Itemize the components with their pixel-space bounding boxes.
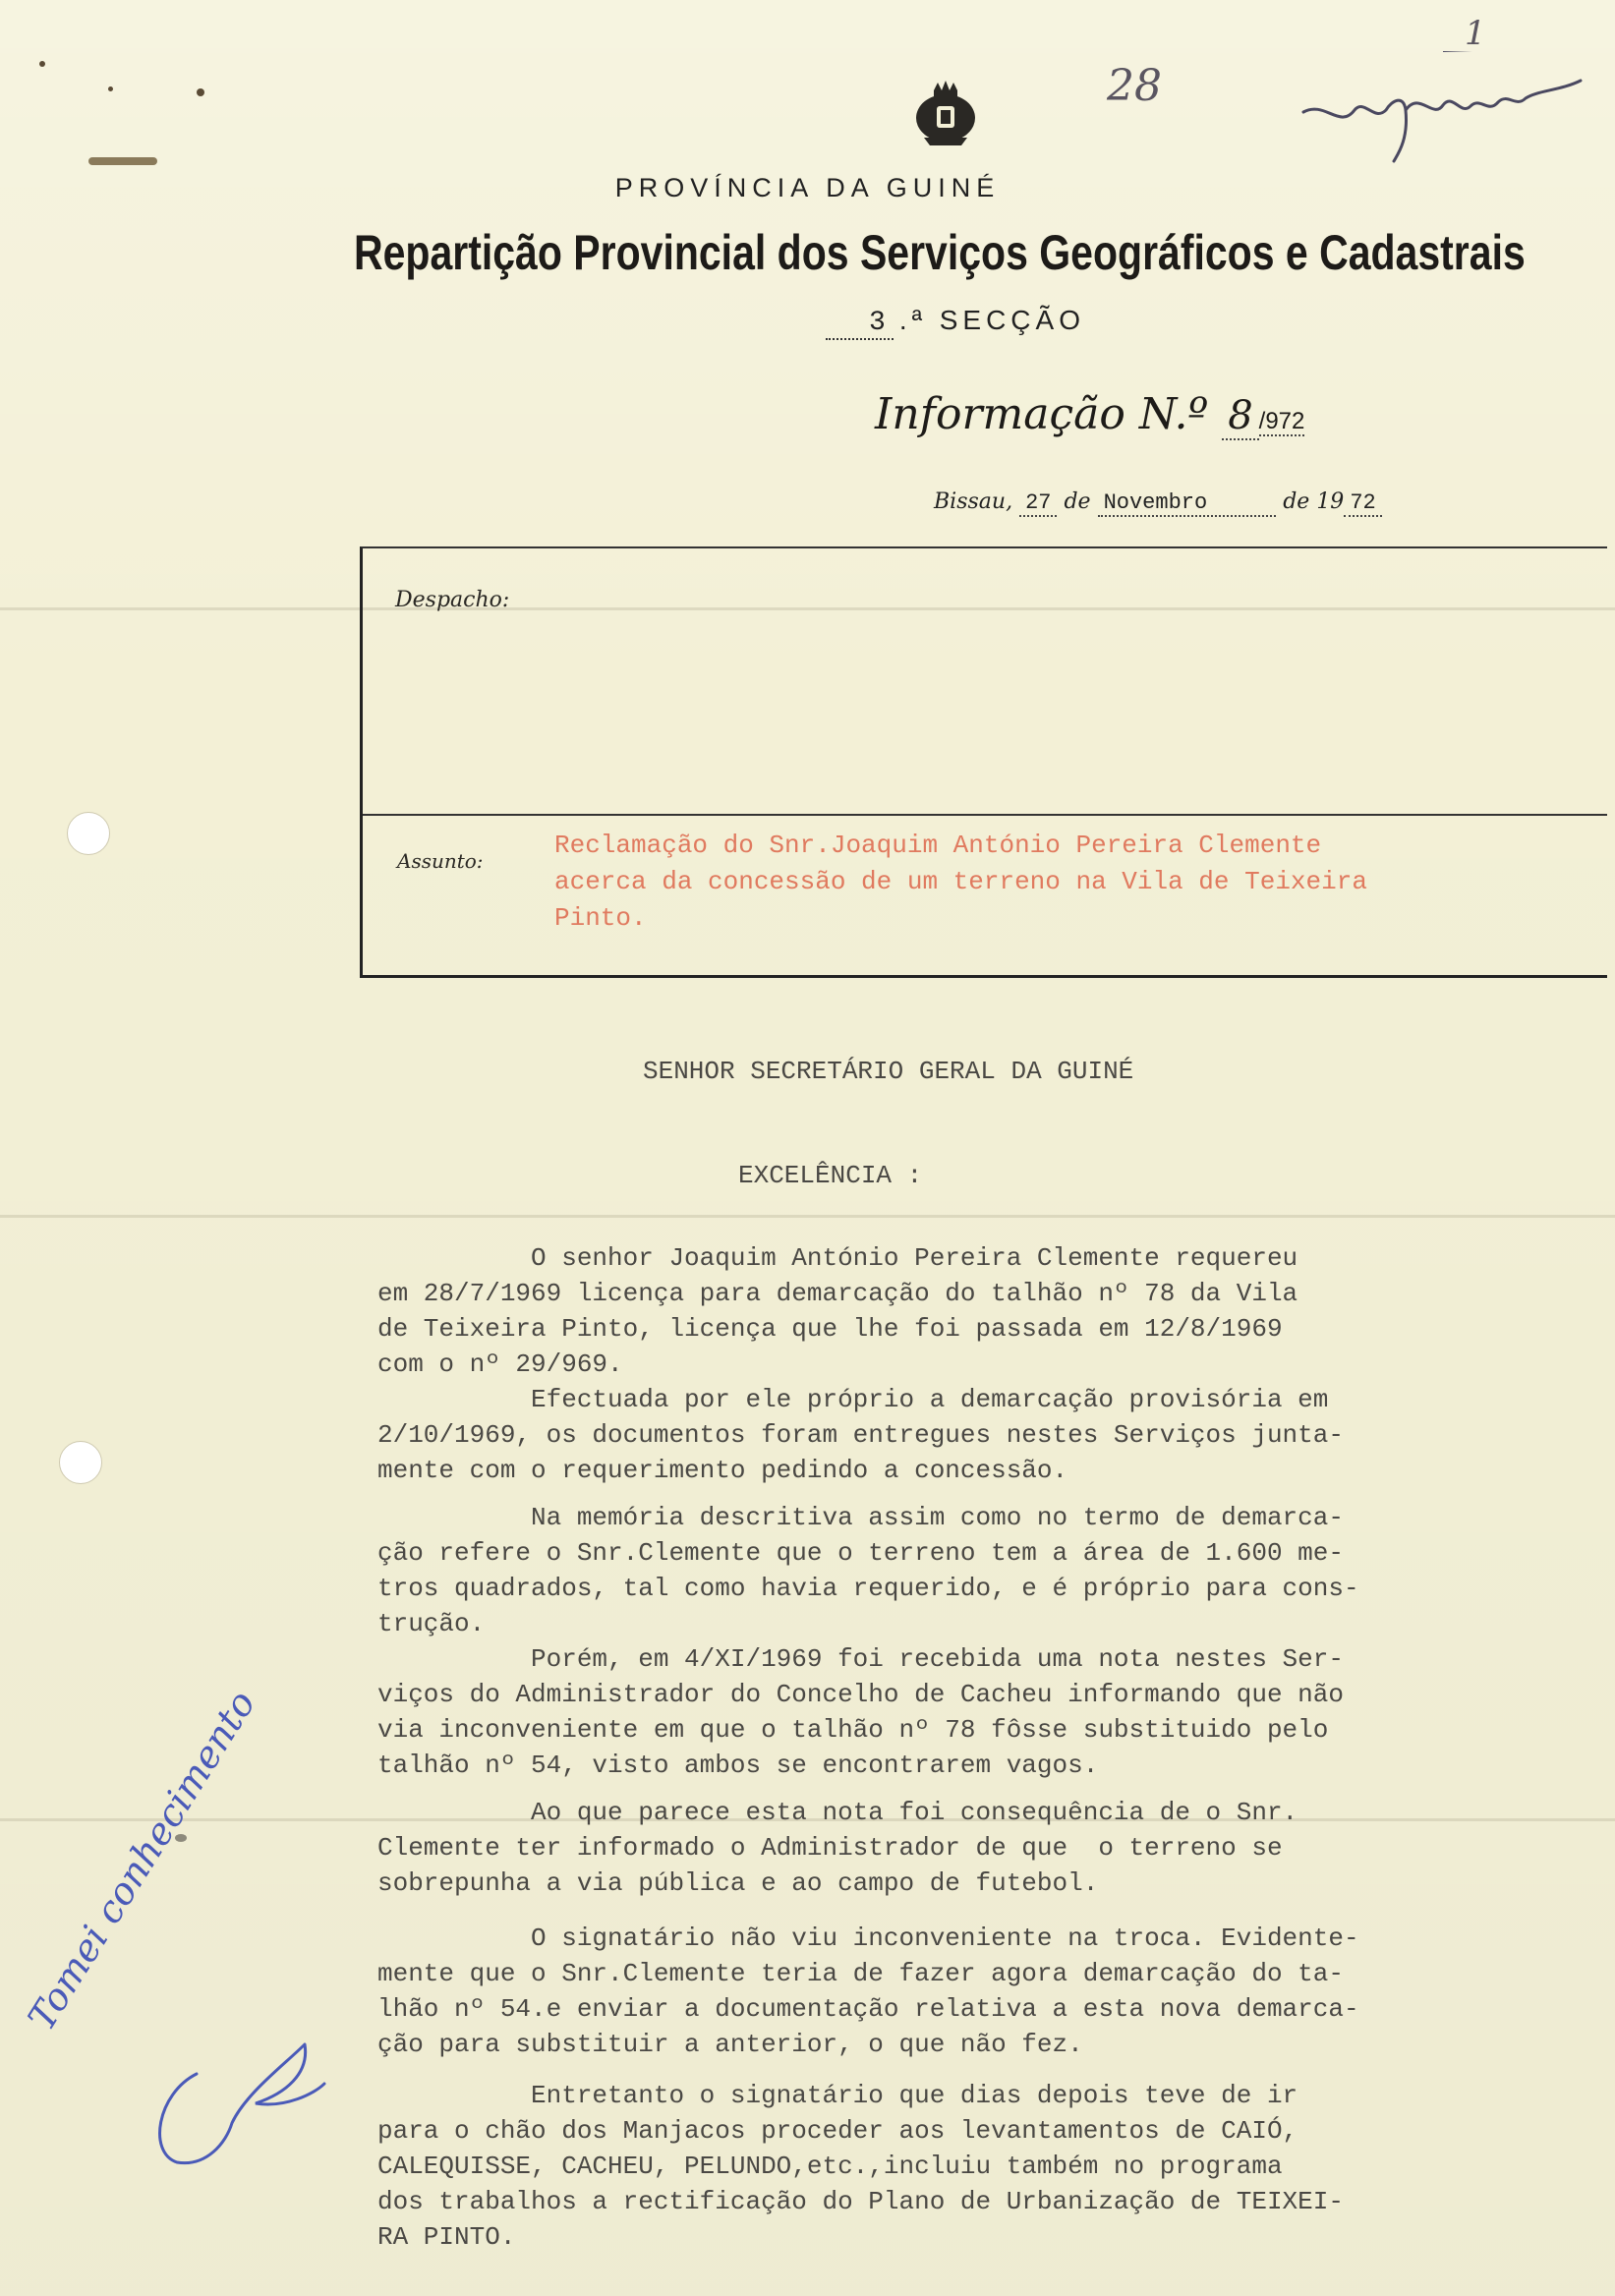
information-title xyxy=(875,389,1304,439)
coat-of-arms-icon xyxy=(910,79,981,149)
handwritten-number: 1 xyxy=(1465,14,1486,53)
handwritten-page-number: 28 xyxy=(1107,61,1162,111)
date-year-prefix: 19 xyxy=(1316,489,1345,514)
section-heading xyxy=(826,305,1085,340)
paper-stain xyxy=(197,88,204,96)
date-year-suffix: 72 xyxy=(1344,490,1381,517)
letter-salutation: EXCELÊNCIA : xyxy=(738,1161,923,1190)
paper-stain xyxy=(108,86,113,91)
paper-stain xyxy=(88,157,157,165)
letter-paragraph: Na memória descritiva assim como no termo de demarca- ção refere o Snr.Clemente que o terreno tem a área de 1.600 me- tros quadrados, tal como havia requerido, e é próprio para cons- trução. Porém, em 4/XI/1969 foi recebida uma nota nestes Ser- viços do Administrador do Concelho de Cacheu informando que não via inconveniente em que o talhão nº 78 fôsse substituido pelo talhão nº 54, visto ambos se encontrarem vagos. xyxy=(377,1503,1359,1780)
punch-hole xyxy=(67,812,110,855)
punch-hole xyxy=(59,1441,102,1484)
margin-note: Tomei conhecimento xyxy=(20,1683,264,2038)
date-place: Bissau, xyxy=(934,489,1013,514)
information-year: /972 xyxy=(1258,408,1305,434)
information-label: Informação N.º xyxy=(875,389,1209,439)
assunto-label: Assunto: xyxy=(397,849,484,873)
date-day: 27 xyxy=(1019,490,1057,517)
date-de: de xyxy=(1283,489,1310,514)
department-heading: Repartição Provincial dos Serviços Geográficos e Cadastrais xyxy=(354,225,1526,280)
paper-fold xyxy=(0,1215,1615,1218)
letter-addressee: SENHOR SECRETÁRIO GERAL DA GUINÉ xyxy=(643,1057,1134,1086)
section-number: 3 xyxy=(826,308,894,340)
province-heading: PROVÍNCIA DA GUINÉ xyxy=(614,173,1001,202)
information-number: 8 xyxy=(1222,393,1258,440)
letter-paragraph: Ao que parece esta nota foi consequência de o Snr. Clemente ter informado o Administrador de que o terreno se sobrepunha a via pública e ao campo de futebol. xyxy=(377,1798,1298,1898)
despacho-label: Despacho: xyxy=(395,588,510,612)
date-de: de xyxy=(1064,489,1091,514)
paper-stain xyxy=(39,61,45,67)
date-line xyxy=(934,489,1382,515)
handwritten-signature-top xyxy=(1296,51,1590,169)
letter-paragraph: O signatário não viu inconveniente na troca. Evidente- mente que o Snr.Clemente teria de fazer agora demarcação do ta- lhão nº 54.e enviar a documentação relativa a esta nova demarca- ção para substituir a anterior, o que não fez. xyxy=(377,1923,1359,2059)
letter-paragraph: O senhor Joaquim António Pereira Clemente requereu em 28/7/1969 licença para demarcação do talhão nº 78 da Vila de Teixeira Pinto, licença que lhe foi passada em 12/8/1969 com o nº 29/969. Efectuada por ele próprio a demarcação provisória em 2/10/1969, os documentos foram entregues nestes Serviços junta- mente com o requerimento pedindo a concessão. xyxy=(377,1243,1344,1485)
box-divider xyxy=(363,814,1607,816)
letter-paragraph: Entretanto o signatário que dias depois teve de ir para o chão dos Manjacos proceder aos levantamentos de CAIÓ, CALEQUISSE, CACHEU, PELUNDO,etc.,incluiu também no programa dos trabalhos a rectificação do Plano de Urbanização de TEIXEI- RA PINTO. xyxy=(377,2081,1344,2252)
assunto-text: Reclamação do Snr.Joaquim António Pereira Clemente acerca da concessão de um terreno na Vila de Teixeira Pinto. xyxy=(554,831,1367,933)
section-label: .ª SECÇÃO xyxy=(898,305,1085,335)
margin-signature xyxy=(138,1946,334,2182)
date-month: Novembro xyxy=(1098,490,1277,517)
